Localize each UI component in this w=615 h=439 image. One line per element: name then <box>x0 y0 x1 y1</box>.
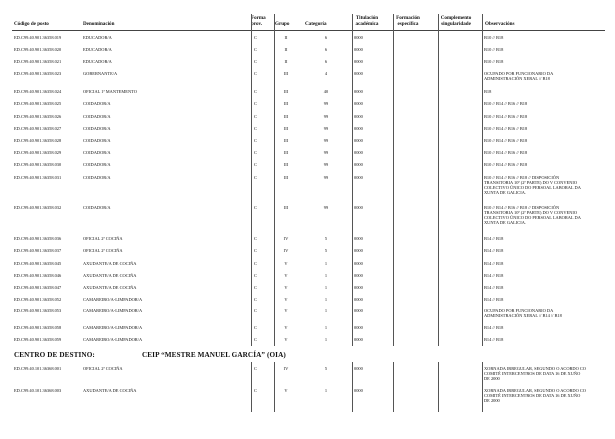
header-formacion: Formación específica <box>396 15 420 27</box>
cell-titulacion: 0000 <box>354 47 363 52</box>
cell-observacions: B10 // B14 // B16 // B18 // DISPOSICIÓN <box>484 205 560 210</box>
cell-codigo: ED.C99.40.101.36368.001 <box>14 366 62 371</box>
cell-forma: C <box>254 248 257 253</box>
cell-grupo: V <box>284 308 288 313</box>
cell-grupo: III <box>283 114 289 119</box>
cell-denominacion: AXUDANTE/A DE COCIÑA <box>83 261 137 266</box>
cell-grupo: III <box>283 71 289 76</box>
cell-categoria: 1 <box>324 308 328 313</box>
cell-observacions: B14 // B18 <box>484 325 504 330</box>
cell-titulacion: 0000 <box>354 101 363 106</box>
cell-categoria: 1 <box>324 388 328 393</box>
cell-categoria: 1 <box>324 297 328 302</box>
cell-categoria: 99 <box>323 138 329 143</box>
cell-observacions: XORNADA IRREGULAR, SEGUNDO O ACORDO CO <box>484 366 586 371</box>
cell-forma: C <box>254 71 257 76</box>
cell-codigo: ED.C99.40.901.36358.052 <box>14 297 62 302</box>
cell-grupo: V <box>284 285 288 290</box>
cell-categoria: 99 <box>323 150 329 155</box>
cell-observacions: B14 // B18 <box>484 297 504 302</box>
cell-observacions: XUNTA DE GALICIA. <box>484 190 526 195</box>
cell-grupo: IV <box>283 366 289 371</box>
cell-categoria: 4 <box>324 71 328 76</box>
cell-observacions: OCUPADO POR FUNCIONARIO DA <box>484 308 554 313</box>
cell-categoria: 6 <box>324 47 328 52</box>
cell-denominacion: OFICIAL 1ª MANTEMENTO <box>83 89 137 94</box>
cell-forma: C <box>254 366 257 371</box>
cell-codigo: ED.C99.40.901.36358.031 <box>14 175 62 180</box>
cell-denominacion: COIDADOR/A <box>83 138 111 143</box>
cell-forma: C <box>254 261 257 266</box>
cell-codigo: ED.C99.40.901.36358.025 <box>14 101 62 106</box>
header-observacions: Observacións <box>485 21 515 27</box>
cell-forma: C <box>254 297 257 302</box>
cell-titulacion: 0000 <box>354 150 363 155</box>
cell-denominacion: COIDADOR/A <box>83 162 111 167</box>
cell-grupo: III <box>283 150 289 155</box>
cell-observacions: B10 // B14 // B16 // B18 <box>484 101 528 106</box>
cell-categoria: 99 <box>323 101 329 106</box>
cell-observacions: B10 // B14 // B16 // B18 // DISPOSICIÓN <box>484 175 560 180</box>
cell-forma: C <box>254 35 257 40</box>
cell-observacions: B10 // B18 <box>484 59 504 64</box>
cell-forma: C <box>254 236 257 241</box>
cell-observacions: B10 // B18 <box>484 35 504 40</box>
cell-titulacion: 0000 <box>354 138 363 143</box>
cell-titulacion: 0000 <box>354 297 363 302</box>
cell-forma: C <box>254 325 257 330</box>
cell-titulacion: 0000 <box>354 325 363 330</box>
cell-codigo: ED.C99.40.901.36358.036 <box>14 236 62 241</box>
cell-observacions: B14 // B18 <box>484 236 504 241</box>
column-divider <box>251 14 252 346</box>
cell-categoria: 1 <box>324 273 328 278</box>
cell-grupo: III <box>283 175 289 180</box>
cell-denominacion: CAMAREIRO/A-LIMPADOR/A <box>83 337 143 342</box>
cell-categoria: 5 <box>324 366 328 371</box>
cell-denominacion: COIDADOR/A <box>83 150 111 155</box>
cell-codigo: ED.C99.40.901.36358.059 <box>14 337 62 342</box>
cell-denominacion: OFICIAL 2ª COCIÑA <box>83 236 123 241</box>
cell-observacions: COMITÉ INTERCENTROS DE DATA 16 DE XUÑO <box>484 393 581 398</box>
cell-denominacion: COIDADOR/A <box>83 175 111 180</box>
cell-observacions: COLECTIVO ÚNICO DO PERSOAL LABORAL DA <box>484 185 581 190</box>
column-divider <box>352 362 353 412</box>
cell-observacions: XUNTA DE GALICIA. <box>484 220 526 225</box>
cell-grupo: II <box>284 35 288 40</box>
column-divider <box>274 14 275 346</box>
cell-denominacion: EDUCADOR/A <box>83 47 112 52</box>
cell-forma: C <box>254 175 257 180</box>
cell-codigo: ED.C99.40.901.36358.023 <box>14 71 62 76</box>
cell-grupo: III <box>283 126 289 131</box>
cell-observacions: B10 // B14 // B16 // B18 <box>484 114 528 119</box>
cell-categoria: 1 <box>324 261 328 266</box>
column-divider <box>393 362 394 412</box>
cell-titulacion: 0000 <box>354 337 363 342</box>
cell-observacions: B14 // B18 <box>484 285 504 290</box>
cell-denominacion: CAMAREIRO/A-LIMPADOR/A <box>83 325 143 330</box>
cell-titulacion: 0000 <box>354 285 363 290</box>
cell-codigo: ED.C99.40.901.36358.028 <box>14 138 62 143</box>
column-divider <box>482 14 483 346</box>
cell-categoria: 1 <box>324 285 328 290</box>
cell-denominacion: COIDADOR/A <box>83 101 111 106</box>
cell-observacions: ADMINISTRACIÓN XERAL // B14 // B18 <box>484 313 562 318</box>
cell-titulacion: 0000 <box>354 248 363 253</box>
cell-forma: C <box>254 337 257 342</box>
cell-grupo: III <box>283 89 289 94</box>
cell-codigo: ED.C99.40.901.36358.026 <box>14 114 62 119</box>
cell-observacions: ADMINISTRACIÓN XERAL // B18 <box>484 76 550 81</box>
cell-denominacion: OFICIAL 2ª COCIÑA <box>83 366 123 371</box>
cell-denominacion: EDUCADOR/A <box>83 59 112 64</box>
cell-categoria: 99 <box>323 175 329 180</box>
cell-titulacion: 0000 <box>354 35 363 40</box>
cell-categoria: 99 <box>323 205 329 210</box>
cell-codigo: ED.C99.40.901.36358.045 <box>14 261 62 266</box>
cell-codigo: ED.C99.40.101.36368.003 <box>14 388 62 393</box>
column-divider <box>251 362 252 412</box>
cell-grupo: V <box>284 337 288 342</box>
cell-denominacion: AXUDANTE/A DE COCIÑA <box>83 285 137 290</box>
cell-codigo: ED.C99.40.901.36358.030 <box>14 162 62 167</box>
column-divider <box>482 362 483 412</box>
cell-forma: C <box>254 308 257 313</box>
cell-denominacion: CAMAREIRO/A-LIMPADOR/A <box>83 308 143 313</box>
header-codigo: Código de posto <box>14 21 49 27</box>
cell-titulacion: 0000 <box>354 71 363 76</box>
cell-grupo: V <box>284 297 288 302</box>
cell-grupo: V <box>284 325 288 330</box>
cell-forma: C <box>254 114 257 119</box>
cell-codigo: ED.C99.40.901.36358.053 <box>14 308 62 313</box>
cell-denominacion: CAMAREIRO/A-LIMPADOR/A <box>83 297 143 302</box>
cell-observacions: B10 // B14 // B16 // B18 <box>484 150 528 155</box>
cell-grupo: IV <box>283 248 289 253</box>
cell-denominacion: EDUCADOR/A <box>83 35 112 40</box>
cell-codigo: ED.C99.40.901.36358.058 <box>14 325 62 330</box>
cell-denominacion: AXUDANTE/A DE COCIÑA <box>83 388 137 393</box>
cell-observacions: B10 // B14 // B16 // B18 <box>484 126 528 131</box>
cell-grupo: III <box>283 138 289 143</box>
cell-grupo: V <box>284 388 288 393</box>
cell-observacions: B14 // B18 <box>484 337 504 342</box>
cell-grupo: IV <box>283 236 289 241</box>
section-center-name: CEIP “MESTRE MANUEL GARCÍA” (OIA) <box>142 351 286 359</box>
cell-codigo: ED.C99.40.901.36358.029 <box>14 150 62 155</box>
cell-titulacion: 0000 <box>354 388 363 393</box>
cell-titulacion: 0000 <box>354 126 363 131</box>
cell-codigo: ED.C99.40.901.36358.021 <box>14 59 62 64</box>
cell-forma: C <box>254 138 257 143</box>
header-denominacion: Denominación <box>83 21 115 27</box>
cell-observacions: XORNADA IRREGULAR, SEGUNDO O ACORDO CO <box>484 388 586 393</box>
cell-observacions: TRANSITORIA 10ª (2ª PARTE) DO V CONVENIO <box>484 180 577 185</box>
cell-grupo: III <box>283 101 289 106</box>
column-divider <box>393 14 394 346</box>
cell-codigo: ED.C99.40.901.36358.046 <box>14 273 62 278</box>
cell-categoria: 5 <box>324 236 328 241</box>
cell-titulacion: 0000 <box>354 308 363 313</box>
cell-categoria: 1 <box>324 325 328 330</box>
cell-grupo: III <box>283 205 289 210</box>
cell-observacions: B14 // B18 <box>484 248 504 253</box>
header-rule <box>12 30 605 31</box>
cell-codigo: ED.C99.40.901.36358.027 <box>14 126 62 131</box>
cell-denominacion: OFICIAL 2ª COCIÑA <box>83 248 123 253</box>
cell-categoria: 99 <box>323 126 329 131</box>
cell-grupo: II <box>284 47 288 52</box>
cell-titulacion: 0000 <box>354 114 363 119</box>
cell-titulacion: 0000 <box>354 273 363 278</box>
cell-observacions: B14 // B18 <box>484 261 504 266</box>
cell-titulacion: 0000 <box>354 175 363 180</box>
cell-grupo: V <box>284 261 288 266</box>
cell-categoria: 99 <box>323 114 329 119</box>
cell-codigo: ED.C99.40.901.36358.019 <box>14 35 62 40</box>
cell-titulacion: 0000 <box>354 366 363 371</box>
column-divider <box>274 362 275 412</box>
cell-observacions: B10 // B18 <box>484 47 504 52</box>
cell-observacions: DE 2000 <box>484 398 500 403</box>
header-complemento: Complemento singularidade <box>440 15 472 27</box>
header-forma: Forma prov. <box>251 15 266 27</box>
cell-grupo: III <box>283 162 289 167</box>
cell-categoria: 40 <box>323 89 329 94</box>
cell-forma: C <box>254 388 257 393</box>
cell-denominacion: COIDADOR/A <box>83 205 111 210</box>
cell-titulacion: 0000 <box>354 59 363 64</box>
header-titulacion: Titulación académica <box>355 15 379 27</box>
cell-codigo: ED.C99.40.901.36358.037 <box>14 248 62 253</box>
cell-titulacion: 0000 <box>354 261 363 266</box>
cell-forma: C <box>254 126 257 131</box>
cell-codigo: ED.C99.40.901.36358.047 <box>14 285 62 290</box>
cell-codigo: ED.C99.40.901.36358.024 <box>14 89 62 94</box>
cell-observacions: OCUPADO POR FUNCIONARIO DA <box>484 71 554 76</box>
header-grupo: Grupo <box>275 21 290 27</box>
cell-forma: C <box>254 59 257 64</box>
cell-denominacion: AXUDANTE/A DE COCIÑA <box>83 273 137 278</box>
cell-forma: C <box>254 89 257 94</box>
cell-forma: C <box>254 162 257 167</box>
cell-denominacion: COIDADOR/A <box>83 126 111 131</box>
cell-codigo: ED.C99.40.901.36358.032 <box>14 205 62 210</box>
cell-forma: C <box>254 101 257 106</box>
cell-forma: C <box>254 285 257 290</box>
column-divider <box>352 14 353 346</box>
cell-categoria: 6 <box>324 35 328 40</box>
cell-denominacion: GOBERNANTE/A <box>83 71 118 76</box>
cell-codigo: ED.C99.40.901.36358.020 <box>14 47 62 52</box>
section-title <box>14 351 95 359</box>
cell-grupo: V <box>284 273 288 278</box>
cell-observacions: COLECTIVO ÚNICO DO PERSOAL LABORAL DA <box>484 215 581 220</box>
cell-grupo: II <box>284 59 288 64</box>
cell-titulacion: 0000 <box>354 205 363 210</box>
cell-observacions: TRANSITORIA 10ª (2ª PARTE) DO V CONVENIO <box>484 210 577 215</box>
cell-categoria: 1 <box>324 337 328 342</box>
cell-observacions: B14 // B18 <box>484 273 504 278</box>
cell-observacions: B18 <box>484 89 492 94</box>
cell-forma: C <box>254 205 257 210</box>
section-label: CENTRO DE DESTINO: <box>14 351 95 359</box>
cell-denominacion: COIDADOR/A <box>83 114 111 119</box>
cell-observacions: B10 // B14 // B16 // B18 <box>484 138 528 143</box>
cell-observacions: B10 // B14 // B16 // B18 <box>484 162 528 167</box>
column-divider <box>438 362 439 412</box>
cell-categoria: 5 <box>324 248 328 253</box>
column-divider <box>438 14 439 346</box>
cell-categoria: 6 <box>324 59 328 64</box>
cell-titulacion: 0000 <box>354 236 363 241</box>
cell-categoria: 99 <box>323 162 329 167</box>
cell-observacions: COMITÉ INTERCENTROS DE DATA 16 DE XUÑO <box>484 371 581 376</box>
cell-forma: C <box>254 150 257 155</box>
cell-titulacion: 0000 <box>354 162 363 167</box>
cell-titulacion: 0000 <box>354 89 363 94</box>
cell-observacions: DE 2000 <box>484 376 500 381</box>
cell-forma: C <box>254 47 257 52</box>
header-categoria: Categoría <box>305 21 327 27</box>
cell-forma: C <box>254 273 257 278</box>
